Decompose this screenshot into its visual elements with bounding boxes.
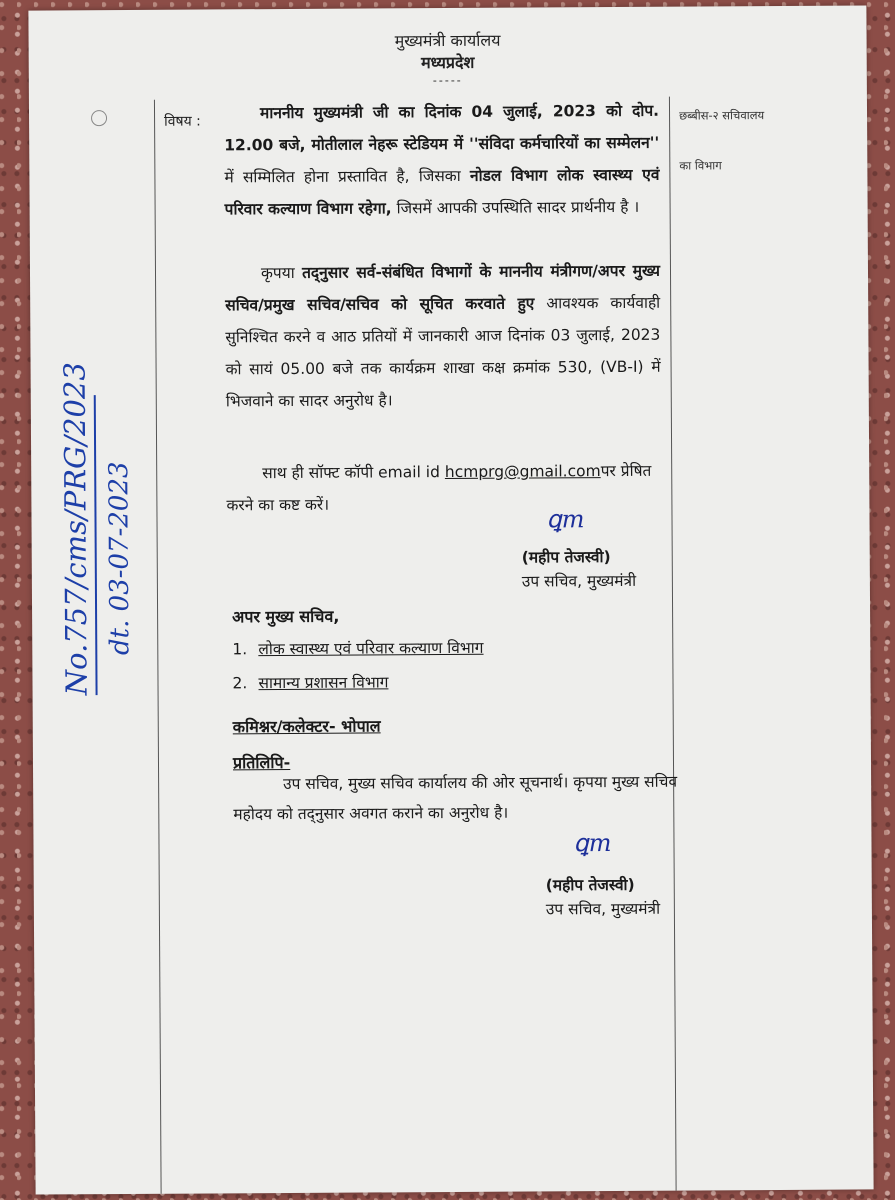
para1-bold-a: माननीय मुख्यमंत्री जी का दिनांक 04 जुलाई, 2023 को दोप. 12.00 बजे, मोतीलाल नेहरू स्टेडियम में ''संविदा कर्मचारियों का सम्मेलन'' (224, 101, 660, 155)
signatory-name-2: (महीप तेजस्वी) (545, 875, 635, 895)
paragraph-request (225, 255, 661, 418)
document-page (28, 5, 873, 1194)
para3-tail: पर प्रेषित करने का कष्ट करें। (226, 461, 652, 515)
addressee-heading: अपर मुख्य सचिव, (232, 606, 340, 627)
addressee-item (232, 636, 483, 660)
copy-text (233, 766, 713, 829)
inward-number-stamp (57, 362, 190, 696)
punch-hole (91, 110, 107, 126)
para1-normal-a: में सम्मिलित होना प्रस्तावित है, जिसका (224, 166, 470, 187)
addressee-item-number: 2. (232, 674, 248, 693)
signatory-post-2: उप सचिव, मुख्यमंत्री (545, 899, 661, 919)
signature-mark-1: ꝗm (546, 505, 585, 534)
commissioner-line: कमिश्नर/कलेक्टर- भोपाल (232, 716, 381, 737)
side-note-bottom: का विभाग (679, 158, 722, 173)
signatory-post-1: उप सचिव, मुख्यमंत्री (521, 571, 637, 591)
letterhead (29, 27, 867, 90)
para2-lead: कृपया (260, 263, 303, 283)
right-margin-line (669, 97, 677, 1191)
email-link[interactable]: hcmprg@gmail.com (444, 462, 601, 482)
state-title: मध्यप्रदेश (420, 52, 475, 73)
para1-bold-b: नोडल विभाग लोक स्वास्थ्य एवं परिवार कल्याण विभाग रहेगा, (224, 165, 660, 219)
para1-normal-b: जिसमें आपकी उपस्थिति सादर प्रार्थनीय है । (391, 197, 640, 218)
header-divider: ----- (432, 73, 463, 88)
para2-bold: तद्नुसार सर्व-संबंधित विभागों के माननीय मंत्रीगण/अपर मुख्य सचिव/प्रमुख सचिव/सचिव को सूचित करवाते हुए (225, 261, 661, 315)
addressee-item-text: लोक स्वास्थ्य एवं परिवार कल्याण विभाग (258, 638, 484, 659)
paragraph-subject (224, 95, 660, 226)
para2-normal: आवश्यक कार्यवाही सुनिश्चित करने व आठ प्रतियों में जानकारी आज दिनांक 03 जुलाई, 2023 को सायं 05.00 बजे तक कार्यक्रम शाखा कक्ष क्रमांक 530, (VB-I) में भिजवाने का सादर अनुरोध है। (225, 293, 661, 411)
addressee-item (232, 670, 388, 693)
copy-heading: प्रतिलिपि- (232, 752, 291, 773)
office-title: मुख्यमंत्री कार्यालय (394, 30, 501, 51)
stamp-date: dt. 03-07-2023 (104, 461, 136, 656)
paragraph-email (226, 455, 666, 522)
side-note-top: छब्बीस-२ सचिवालय (679, 108, 765, 123)
stamp-number: No.757/cms/PRG/2023 (58, 395, 98, 695)
copy-body: उप सचिव, मुख्य सचिव कार्यालय की ओर सूचनार्थ। कृपया मुख्य सचिव महोदय को तद्नुसार अवगत कराने का अनुरोध है। (233, 772, 678, 824)
signatory-name-1: (महीप तेजस्वी) (521, 548, 611, 567)
signature-mark-2: ꝗm (573, 829, 612, 858)
subject-label: विषय : (164, 113, 201, 130)
addressee-item-number: 1. (232, 640, 248, 659)
addressee-item-text: सामान्य प्रशासन विभाग (258, 673, 389, 693)
para3-lead: साथ ही सॉफ्ट कॉपी email id (262, 463, 445, 483)
